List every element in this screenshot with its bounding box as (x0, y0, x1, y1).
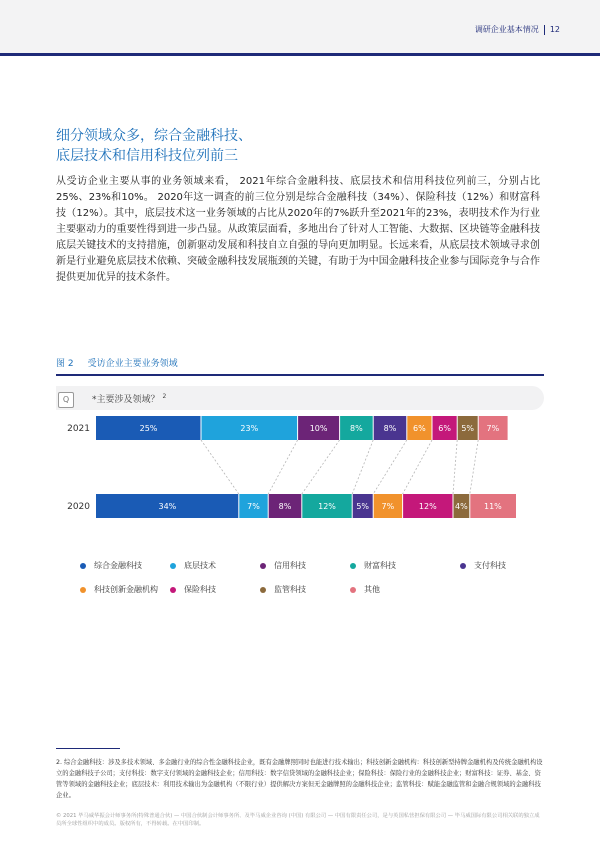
data-label-2020-2: 8% (278, 502, 292, 511)
legend-label: 其他 (364, 585, 380, 594)
legend-label: 支付科技 (474, 561, 506, 570)
connector-line-0 (201, 440, 239, 494)
legend-item-1 (170, 560, 216, 572)
data-label-2021-8: 7% (486, 424, 500, 433)
data-label-2020-7: 4% (455, 502, 468, 511)
section-title (56, 126, 252, 166)
data-label-2021-6: 6% (438, 424, 451, 433)
legend-swatch (80, 563, 86, 569)
legend-swatch (350, 563, 356, 569)
data-label-2020-4: 5% (356, 502, 370, 511)
section-title-line-1: 细分领域众多，综合金融科技、 (56, 128, 252, 144)
stacked-bar-chart (56, 410, 544, 540)
data-label-2021-1: 23% (240, 424, 259, 433)
legend-swatch (170, 587, 176, 593)
category-label-2020: 2020 (67, 502, 90, 512)
data-label-2021-3: 8% (350, 424, 363, 433)
legend-label: 综合金融科技 (94, 561, 142, 570)
legend-swatch (260, 563, 266, 569)
figure-title (56, 356, 178, 369)
figure-label: 图 2 (56, 359, 74, 369)
category-label-2021: 2021 (67, 424, 90, 434)
body-paragraph: 从受访企业主要从事的业务领域来看， 2021年综合金融科技、底层技术和信用科技位列前三，分别占比25%、23%和10%。 2020年这一调查的前三位分别是综合金融科技（34%）、保险科技（12%）和财富科技（12%）。其中，底层技术这一业务领域的占比从2020年的7%跃升至2021年的23%，表明技术作为行业主要驱动力的重要性得到进一步凸显。从政策层面看，多地出台了针对人工智能、大数据、区块链等金融科技底层关键技术的支持措施，创新驱动发展和科技自立自强的导向更加明显。长远来看，从底层技术领域寻求创新是行业避免底层技术依赖、突破金融科技发展瓶颈的关键，有助于为中国金融科技企业参与国际竞争与合作提供更加优异的技术条件。 (56, 176, 540, 283)
data-label-2020-0: 34% (158, 502, 177, 511)
connector-line-2 (302, 440, 340, 494)
connector-line-5 (403, 440, 432, 494)
survey-question (92, 392, 166, 405)
legend-item-8 (350, 584, 380, 596)
legend-item-4 (460, 560, 506, 572)
legend-swatch (350, 587, 356, 593)
legend-label: 信用科技 (274, 561, 306, 570)
footnote-ref: 2 (162, 393, 167, 400)
data-label-2021-7: 5% (461, 424, 475, 433)
header-rule (0, 53, 600, 56)
data-label-2020-1: 7% (247, 502, 260, 511)
data-label-2020-5: 7% (381, 502, 395, 511)
survey-question-text: *主要涉及领域？ (92, 395, 160, 405)
section-title-line-2: 底层技术和信用科技位列前三 (56, 148, 238, 164)
legend-swatch (260, 587, 266, 593)
footnote-rule (56, 748, 120, 749)
footnote: 2. 综合金融科技：涉及多技术领域、多金融行业的综合性金融科技企业，既有金融牌照同时也能进行技术输出；科技创新金融机构：科技创新型持牌金融机构及传统金融机构设立的金融科技子公司；支付科技：数字支付领域的金融科技企业；信用科技：数字信贷领域的金融科技企业；保险科技：保险行业的金融科技企业；财富科技：证券、基金、资管等领域的金融科技企业；底层技术：利用技术输出为金融机构（不限行业）提供解决方案但无金融牌照的金融科技企业；监管科技：赋能金融监管和金融合规领域的金融科技企业。 (56, 759, 543, 799)
legend-swatch (460, 563, 466, 569)
connector-line-1 (268, 440, 297, 494)
legend-label: 财富科技 (364, 561, 396, 570)
figure-caption: 受访企业主要业务领域 (87, 359, 178, 369)
data-label-2021-4: 8% (383, 424, 397, 433)
legend-swatch (80, 587, 86, 593)
header-separator (544, 25, 545, 35)
data-label-2020-6: 12% (418, 502, 437, 511)
connector-line-6 (453, 440, 457, 494)
legend-item-2 (260, 560, 306, 572)
page-number: 12 (549, 25, 560, 34)
legend-label: 底层技术 (184, 561, 216, 570)
data-label-2021-2: 10% (309, 424, 328, 433)
data-label-2020-3: 12% (318, 502, 336, 511)
figure-rule (56, 374, 544, 376)
connector-line-3 (352, 440, 373, 494)
copyright-notice: © 2021 毕马威华振会计师事务所(特殊普通合伙) — 中国合伙制会计师事务所、及毕马威企业咨询 (中国) 有限公司 — 中国有限责任公司，是与英国私营担保有限公司 — 毕马威国际有限公司相关联的独立成员所全球性组织中的成员。版权所有，不得转载。在中国印制。 (56, 813, 540, 827)
legend-item-0 (80, 560, 142, 572)
legend-label: 监管科技 (274, 585, 306, 594)
data-label-2021-0: 25% (139, 424, 158, 433)
question-icon: Q (58, 392, 74, 408)
legend-item-6 (170, 584, 216, 596)
data-label-2021-5: 6% (413, 424, 426, 433)
running-header (475, 24, 560, 35)
data-label-2020-8: 11% (484, 502, 502, 511)
legend-label: 保险科技 (184, 585, 216, 594)
running-header-section: 调研企业基本情况 (474, 25, 539, 34)
connector-line-4 (373, 440, 407, 494)
legend-label: 科技创新金融机构 (94, 585, 158, 594)
connector-line-7 (470, 440, 478, 494)
legend-item-5 (80, 584, 158, 596)
legend-item-7 (260, 584, 306, 596)
legend-item-3 (350, 560, 396, 572)
legend-swatch (170, 563, 176, 569)
